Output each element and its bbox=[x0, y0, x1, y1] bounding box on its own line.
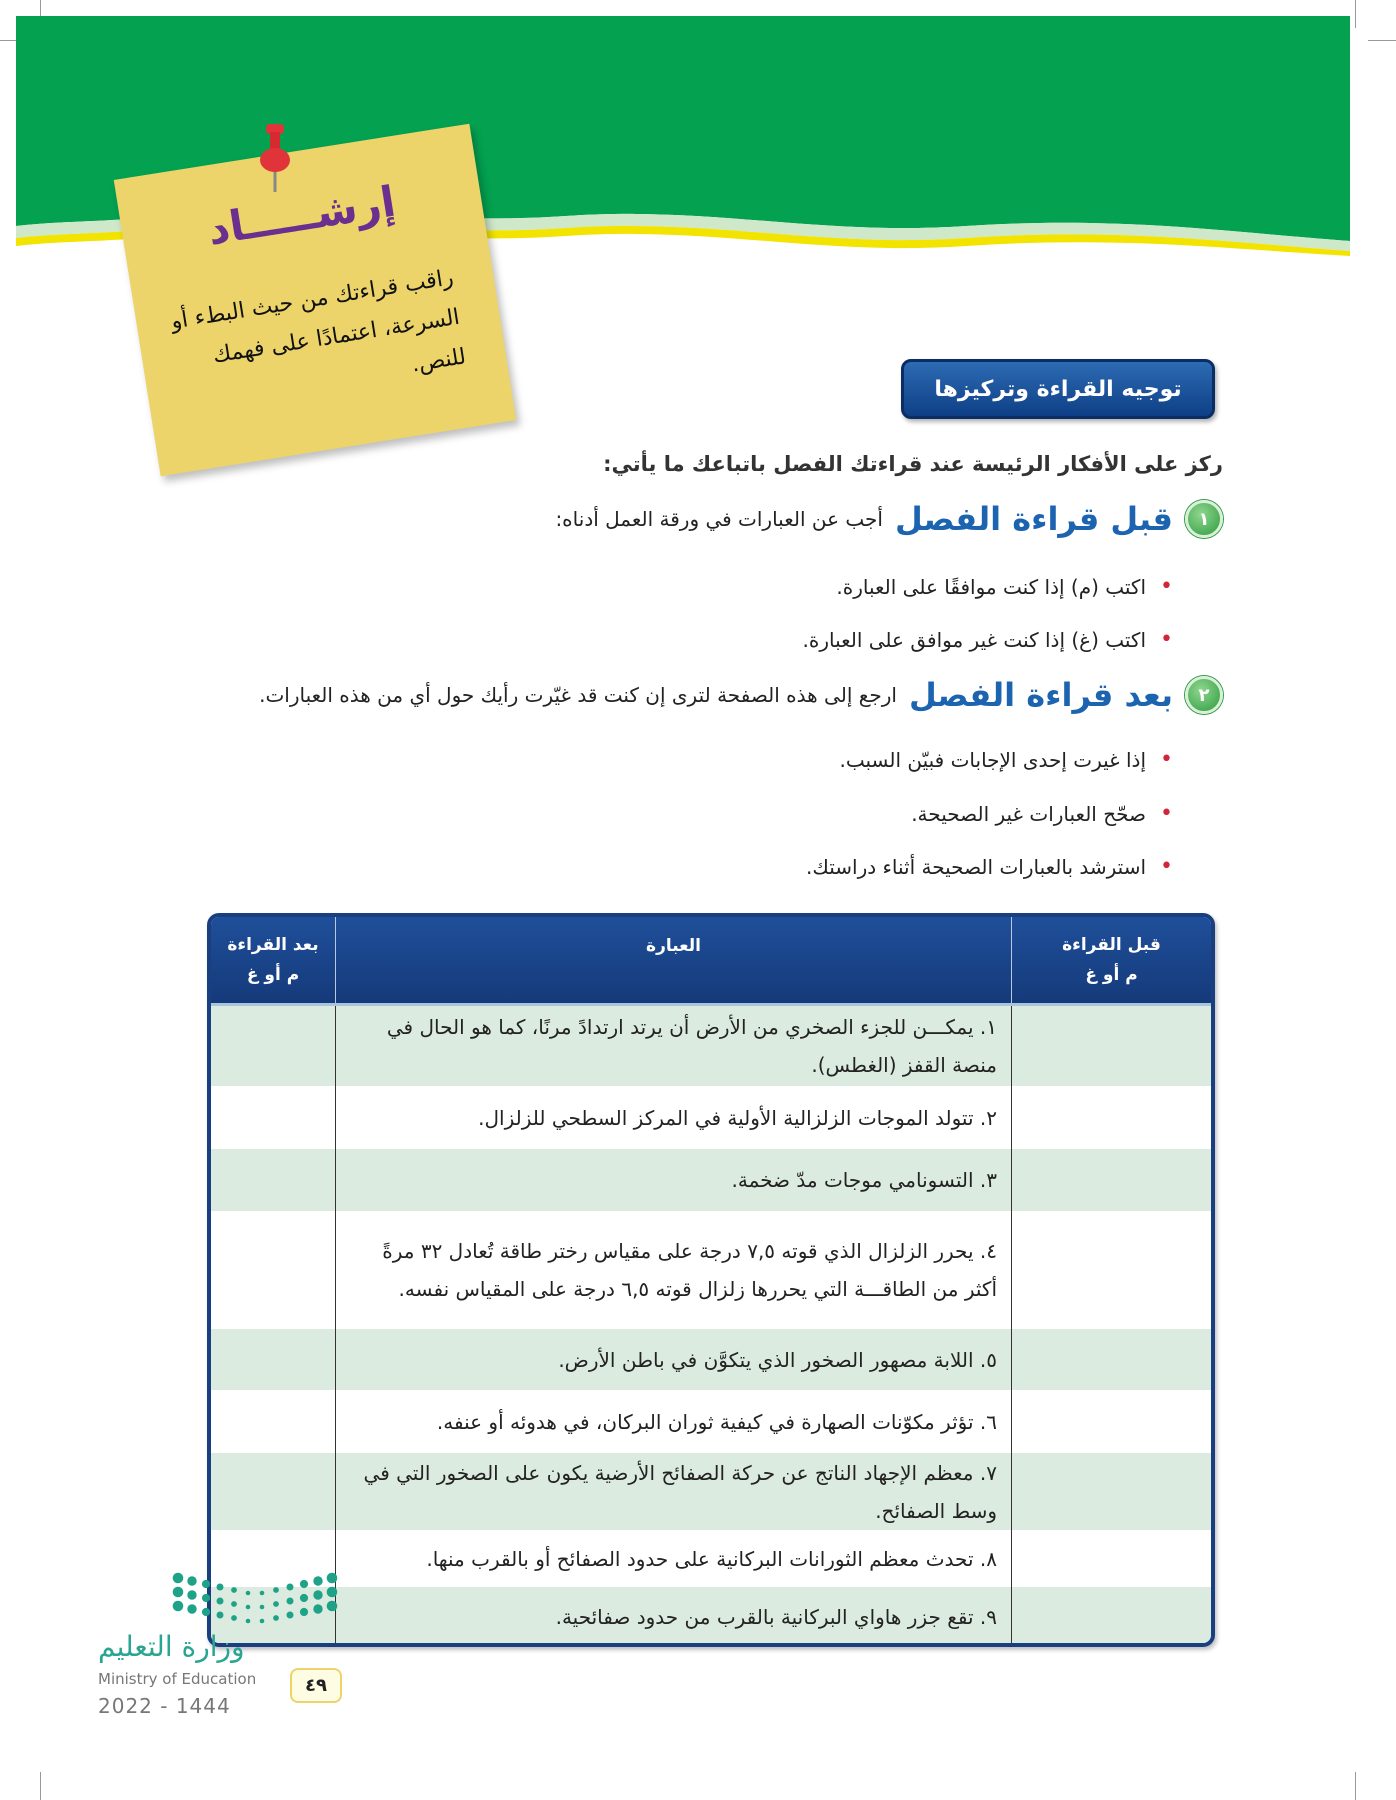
logo-dot bbox=[273, 1601, 279, 1607]
logo-dot bbox=[231, 1601, 237, 1607]
ministry-name-ar: وزارة التعليم bbox=[98, 1630, 245, 1663]
header-statement bbox=[335, 917, 1011, 1003]
before-reading-section bbox=[555, 500, 1223, 538]
crop-mark bbox=[1355, 1772, 1356, 1800]
list-item bbox=[806, 854, 1173, 879]
header-sublabel: م أو غ bbox=[1085, 965, 1138, 985]
logo-dot bbox=[202, 1594, 210, 1602]
step-number: ٢ bbox=[1185, 676, 1223, 714]
bullet-text: استرشد بالعبارات الصحيحة أثناء دراستك. bbox=[806, 854, 1147, 879]
before-answer-cell[interactable] bbox=[1011, 1149, 1211, 1211]
logo-dot bbox=[246, 1605, 251, 1610]
list-item bbox=[911, 801, 1173, 826]
table-row bbox=[211, 1006, 1211, 1086]
logo-dot bbox=[217, 1612, 224, 1619]
logo-dot bbox=[313, 1590, 322, 1599]
header-label: قبل القراءة bbox=[1062, 935, 1161, 955]
before-answer-cell[interactable] bbox=[1011, 1453, 1211, 1530]
statement-cell: ٩. تقع جزر هاواي البركانية بالقرب من حدود صفائحية. bbox=[335, 1587, 1011, 1647]
table-row bbox=[211, 1390, 1211, 1453]
crop-mark bbox=[1368, 40, 1396, 41]
bullet-text: إذا غيرت إحدى الإجابات فبيّن السبب. bbox=[839, 747, 1147, 772]
ministry-name-en: Ministry of Education bbox=[98, 1670, 257, 1688]
section-desc: ارجع إلى هذه الصفحة لترى إن كنت قد غيّرت رأيك حول أي من هذه العبارات. bbox=[259, 683, 897, 707]
table-row bbox=[211, 1086, 1211, 1149]
logo-dot bbox=[231, 1587, 237, 1593]
before-answer-cell[interactable] bbox=[1011, 1329, 1211, 1390]
before-answer-cell[interactable] bbox=[1011, 1530, 1211, 1587]
logo-dot bbox=[246, 1591, 251, 1596]
logo-dot bbox=[187, 1576, 196, 1585]
table-row bbox=[211, 1149, 1211, 1211]
table-row bbox=[211, 1329, 1211, 1390]
logo-dot bbox=[327, 1587, 338, 1598]
list-item bbox=[802, 627, 1173, 652]
before-answer-cell[interactable] bbox=[1011, 1006, 1211, 1086]
tip-text: راقب قراءتك من حيث البطء أو السرعة، اعتمادًا على فهمك للنص. bbox=[169, 265, 468, 378]
logo-dot bbox=[300, 1580, 308, 1588]
pushpin-icon bbox=[255, 120, 295, 200]
statement-cell: ٧. معظم الإجهاد الناتج عن حركة الصفائح الأرضية يكون على الصخور التي في وسط الصفائح. bbox=[335, 1453, 1011, 1530]
logo-dot bbox=[260, 1619, 265, 1624]
before-answer-cell[interactable] bbox=[1011, 1390, 1211, 1453]
statement-cell: ١. يمكـــن للجزء الصخري من الأرض أن يرتد ارتدادً مرنًا، كما هو الحال في منصة القفز (الغطس). bbox=[335, 1006, 1011, 1086]
crop-mark bbox=[1355, 0, 1356, 28]
logo-dot bbox=[246, 1619, 251, 1624]
table-row bbox=[211, 1453, 1211, 1530]
logo-dot bbox=[287, 1598, 294, 1605]
after-answer-cell[interactable] bbox=[211, 1211, 335, 1329]
header-after bbox=[211, 917, 335, 1003]
bullet-icon: • bbox=[1160, 574, 1173, 599]
logo-dot bbox=[217, 1598, 224, 1605]
logo-dot bbox=[173, 1587, 184, 1598]
logo-dot bbox=[273, 1587, 279, 1593]
logo-dot bbox=[300, 1608, 308, 1616]
after-reading-section bbox=[259, 676, 1223, 714]
statement-cell: ٣. التسونامي موجات مدّ ضخمة. bbox=[335, 1149, 1011, 1211]
logo-dot bbox=[187, 1590, 196, 1599]
before-answer-cell[interactable] bbox=[1011, 1587, 1211, 1647]
year-label: 2022 - 1444 bbox=[98, 1694, 231, 1718]
header-sublabel: م أو غ bbox=[246, 965, 300, 985]
logo-dot bbox=[273, 1615, 279, 1621]
after-answer-cell[interactable] bbox=[211, 1390, 335, 1453]
bullet-text: اكتب (م) إذا كنت موافقًا على العبارة. bbox=[836, 574, 1147, 599]
bullet-text: اكتب (غ) إذا كنت غير موافق على العبارة. bbox=[802, 627, 1147, 652]
before-answer-cell[interactable] bbox=[1011, 1211, 1211, 1329]
statement-cell: ٨. تحدث معظم الثورانات البركانية على حدود الصفائح أو بالقرب منها. bbox=[335, 1530, 1011, 1587]
header-label: بعد القراءة bbox=[227, 935, 319, 955]
tip-note bbox=[114, 124, 516, 477]
crop-mark bbox=[40, 1772, 41, 1800]
section-title: بعد قراءة الفصل bbox=[908, 676, 1173, 714]
header-before bbox=[1011, 917, 1211, 1003]
statement-cell: ٥. اللابة مصهور الصخور الذي يتكوَّن في باطن الأرض. bbox=[335, 1329, 1011, 1390]
bullet-icon: • bbox=[1160, 801, 1173, 826]
table-body bbox=[211, 1006, 1211, 1647]
step-number: ١ bbox=[1185, 500, 1223, 538]
logo-dot bbox=[187, 1604, 196, 1613]
statement-cell: ٢. تتولد الموجات الزلزالية الأولية في المركز السطحي للزلزال. bbox=[335, 1086, 1011, 1149]
table-row bbox=[211, 1530, 1211, 1587]
logo-dot bbox=[217, 1584, 224, 1591]
section-desc: أجب عن العبارات في ورقة العمل أدناه: bbox=[555, 507, 883, 531]
section-header: توجيه القراءة وتركيزها bbox=[901, 359, 1215, 419]
logo-dot bbox=[327, 1601, 338, 1612]
after-answer-cell[interactable] bbox=[211, 1453, 335, 1530]
list-item bbox=[836, 574, 1173, 599]
statement-cell: ٤. يحرر الزلزال الذي قوته ٧,٥ درجة على مقياس رختر طاقة تُعادل ٣٢ مرةً أكثر من الطاقـــة التي يحررها زلزال قوته ٦,٥ درجة على المقياس نفسه. bbox=[335, 1211, 1011, 1329]
logo-dot bbox=[300, 1594, 308, 1602]
bullet-text: صحّح العبارات غير الصحيحة. bbox=[911, 801, 1147, 826]
intro-text: ركز على الأفكار الرئيسة عند قراءتك الفصل باتباعك ما يأتي: bbox=[603, 452, 1223, 476]
logo-dot bbox=[202, 1580, 210, 1588]
after-answer-cell[interactable] bbox=[211, 1329, 335, 1390]
list-item bbox=[839, 747, 1173, 772]
table-row bbox=[211, 1211, 1211, 1329]
table-header bbox=[211, 917, 1211, 1006]
logo-dot bbox=[260, 1605, 265, 1610]
logo-dot bbox=[260, 1591, 265, 1596]
header-label: العبارة bbox=[646, 936, 701, 956]
logo-dot bbox=[202, 1608, 210, 1616]
logo-dot bbox=[287, 1584, 294, 1591]
logo-dot bbox=[313, 1576, 322, 1585]
before-answer-cell[interactable] bbox=[1011, 1086, 1211, 1149]
tip-title: إرشـــــاد bbox=[204, 176, 399, 255]
after-answer-cell[interactable] bbox=[211, 1006, 335, 1086]
bullet-icon: • bbox=[1160, 854, 1173, 879]
after-answer-cell[interactable] bbox=[211, 1086, 335, 1149]
logo-dot bbox=[173, 1573, 184, 1584]
section-title: قبل قراءة الفصل bbox=[894, 500, 1173, 538]
after-answer-cell[interactable] bbox=[211, 1149, 335, 1211]
logo-dot bbox=[173, 1601, 184, 1612]
ministry-logo-dots bbox=[170, 1570, 340, 1630]
bullet-icon: • bbox=[1160, 627, 1173, 652]
logo-dot bbox=[287, 1612, 294, 1619]
logo-dot bbox=[327, 1573, 338, 1584]
logo-dot bbox=[231, 1615, 237, 1621]
table-row bbox=[211, 1587, 1211, 1647]
bullet-icon: • bbox=[1160, 747, 1173, 772]
statement-cell: ٦. تؤثر مكوّنات الصهارة في كيفية ثوران البركان، في هدوئه أو عنفه. bbox=[335, 1390, 1011, 1453]
logo-dot bbox=[313, 1604, 322, 1613]
page-number: ٤٩ bbox=[290, 1668, 342, 1703]
worksheet-table bbox=[207, 913, 1215, 1647]
